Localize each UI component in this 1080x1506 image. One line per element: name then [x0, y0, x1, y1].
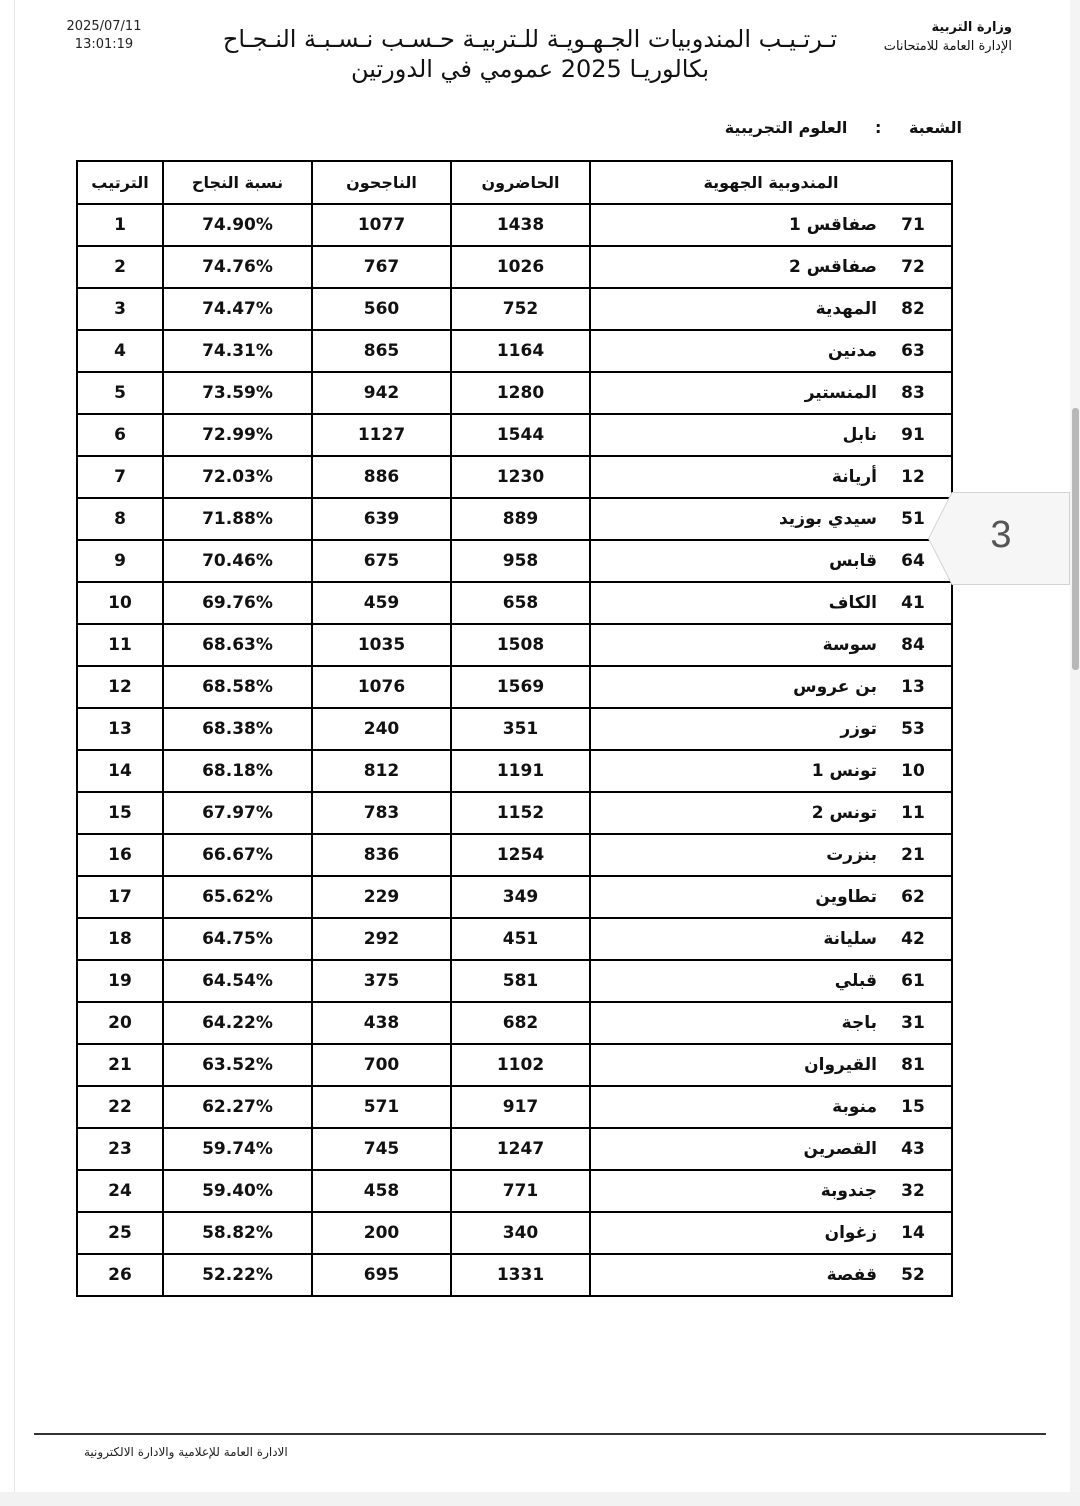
- rate-cell: 68.63%: [163, 624, 312, 666]
- passed-cell: 438: [312, 1002, 451, 1044]
- region-cell: [590, 1254, 952, 1296]
- rank-cell: 26: [77, 1254, 163, 1296]
- rate-cell: 74.31%: [163, 330, 312, 372]
- rank-cell: 9: [77, 540, 163, 582]
- region-code: 81: [901, 1055, 925, 1075]
- rank-cell: 2: [77, 246, 163, 288]
- region-cell: [590, 1086, 952, 1128]
- table-row: [77, 330, 952, 372]
- passed-cell: 745: [312, 1128, 451, 1170]
- region-cell: [590, 204, 952, 246]
- passed-cell: 571: [312, 1086, 451, 1128]
- region-cell: [590, 498, 952, 540]
- region-name: منوبة: [832, 1097, 877, 1117]
- passed-cell: 783: [312, 792, 451, 834]
- present-cell: 1280: [451, 372, 590, 414]
- rank-cell: 11: [77, 624, 163, 666]
- present-cell: 771: [451, 1170, 590, 1212]
- present-cell: 351: [451, 708, 590, 750]
- present-cell: 1152: [451, 792, 590, 834]
- region-code: 43: [901, 1139, 925, 1159]
- present-cell: 1569: [451, 666, 590, 708]
- region-name: القصرين: [803, 1139, 877, 1159]
- region-name: تطاوين: [815, 887, 877, 907]
- region-name: مدنين: [828, 341, 877, 361]
- rate-cell: 73.59%: [163, 372, 312, 414]
- rate-cell: 68.18%: [163, 750, 312, 792]
- present-cell: 1230: [451, 456, 590, 498]
- passed-cell: 942: [312, 372, 451, 414]
- region-name: بنزرت: [826, 845, 877, 865]
- ranking-table: [76, 160, 953, 1297]
- rank-cell: 13: [77, 708, 163, 750]
- rank-cell: 1: [77, 204, 163, 246]
- department-name: الإدارة العامة للامتحانات: [883, 39, 1012, 54]
- region-code: 14: [901, 1223, 925, 1243]
- region-code: 83: [901, 383, 925, 403]
- region-name: صفاقس 2: [789, 257, 877, 277]
- column-header-rank: الترتيب: [77, 161, 163, 204]
- rank-cell: 12: [77, 666, 163, 708]
- present-cell: 1544: [451, 414, 590, 456]
- region-name: قبلي: [834, 971, 877, 991]
- rate-cell: 65.62%: [163, 876, 312, 918]
- column-header-rate: نسبة النجاح: [163, 161, 312, 204]
- table-row: [77, 750, 952, 792]
- rate-cell: 72.99%: [163, 414, 312, 456]
- table-row: [77, 960, 952, 1002]
- rank-cell: 6: [77, 414, 163, 456]
- table-row: [77, 918, 952, 960]
- table-row: [77, 456, 952, 498]
- table-row: [77, 540, 952, 582]
- present-cell: 1191: [451, 750, 590, 792]
- column-header-present: الحاضرون: [451, 161, 590, 204]
- region-cell: [590, 456, 952, 498]
- region-cell: [590, 1128, 952, 1170]
- region-code: 63: [901, 341, 925, 361]
- rate-cell: 70.46%: [163, 540, 312, 582]
- region-cell: [590, 1212, 952, 1254]
- print-timestamp: [40, 18, 168, 54]
- print-time: 13:01:19: [74, 37, 134, 52]
- region-cell: [590, 1170, 952, 1212]
- passed-cell: 700: [312, 1044, 451, 1086]
- region-code: 51: [901, 509, 925, 529]
- region-cell: [590, 1044, 952, 1086]
- page-indicator[interactable]: [928, 492, 1070, 585]
- present-cell: 349: [451, 876, 590, 918]
- region-code: 11: [901, 803, 925, 823]
- region-cell: [590, 582, 952, 624]
- table-row: [77, 246, 952, 288]
- region-code: 31: [901, 1013, 925, 1033]
- table-row: [77, 1254, 952, 1296]
- region-cell: [590, 246, 952, 288]
- region-name: الكاف: [828, 593, 877, 613]
- ministry-name: وزارة التربية: [931, 20, 1012, 35]
- table-row: [77, 834, 952, 876]
- passed-cell: 459: [312, 582, 451, 624]
- rate-cell: 74.76%: [163, 246, 312, 288]
- region-cell: [590, 330, 952, 372]
- region-cell: [590, 288, 952, 330]
- title-line-2: بكالوريـا 2025 عمومي في الدورتين: [350, 55, 710, 83]
- rank-cell: 18: [77, 918, 163, 960]
- region-name: باجة: [841, 1013, 877, 1033]
- region-cell: [590, 834, 952, 876]
- region-cell: [590, 414, 952, 456]
- region-code: 41: [901, 593, 925, 613]
- passed-cell: 1076: [312, 666, 451, 708]
- present-cell: 1254: [451, 834, 590, 876]
- rank-cell: 20: [77, 1002, 163, 1044]
- table-row: [77, 498, 952, 540]
- column-header-region: المندوبية الجهوية: [590, 161, 952, 204]
- region-name: صفاقس 1: [789, 215, 877, 235]
- table-row: [77, 876, 952, 918]
- rank-cell: 23: [77, 1128, 163, 1170]
- rank-cell: 8: [77, 498, 163, 540]
- region-code: 84: [901, 635, 925, 655]
- table-row: [77, 1044, 952, 1086]
- region-name: زغوان: [824, 1223, 877, 1243]
- region-name: المنستير: [804, 383, 877, 403]
- rate-cell: 58.82%: [163, 1212, 312, 1254]
- region-code: 72: [901, 257, 925, 277]
- region-cell: [590, 540, 952, 582]
- present-cell: 752: [451, 288, 590, 330]
- passed-cell: 560: [312, 288, 451, 330]
- passed-cell: 639: [312, 498, 451, 540]
- title-line-1: تـرتـيـب المندوبيات الجـهـويـة للـتربيـة حـسـب نـسـبـة النـجـاح: [222, 25, 838, 53]
- region-code: 82: [901, 299, 925, 319]
- present-cell: 581: [451, 960, 590, 1002]
- passed-cell: 695: [312, 1254, 451, 1296]
- region-cell: [590, 792, 952, 834]
- rate-cell: 71.88%: [163, 498, 312, 540]
- region-cell: [590, 666, 952, 708]
- table-row: [77, 1086, 952, 1128]
- table-body: [77, 204, 952, 1296]
- rank-cell: 25: [77, 1212, 163, 1254]
- rate-cell: 63.52%: [163, 1044, 312, 1086]
- present-cell: 1164: [451, 330, 590, 372]
- rate-cell: 64.75%: [163, 918, 312, 960]
- present-cell: 451: [451, 918, 590, 960]
- region-cell: [590, 876, 952, 918]
- passed-cell: 812: [312, 750, 451, 792]
- region-cell: [590, 372, 952, 414]
- passed-cell: 229: [312, 876, 451, 918]
- rate-cell: 72.03%: [163, 456, 312, 498]
- region-code: 32: [901, 1181, 925, 1201]
- region-code: 53: [901, 719, 925, 739]
- rank-cell: 22: [77, 1086, 163, 1128]
- branch-label: الشعبة: [908, 118, 962, 137]
- document-title: [180, 24, 880, 84]
- present-cell: 917: [451, 1086, 590, 1128]
- rank-cell: 5: [77, 372, 163, 414]
- region-cell: [590, 1002, 952, 1044]
- present-cell: 340: [451, 1212, 590, 1254]
- passed-cell: 292: [312, 918, 451, 960]
- rate-cell: 68.38%: [163, 708, 312, 750]
- branch-line: [725, 118, 962, 137]
- column-header-passed: الناجحون: [312, 161, 451, 204]
- passed-cell: 240: [312, 708, 451, 750]
- region-cell: [590, 708, 952, 750]
- print-date: 2025/07/11: [66, 19, 142, 34]
- region-code: 10: [901, 761, 925, 781]
- footer-text: الادارة العامة للإعلامية والادارة الالكترونية: [84, 1445, 288, 1459]
- region-name: قفصة: [826, 1265, 877, 1285]
- rate-cell: 66.67%: [163, 834, 312, 876]
- passed-cell: 767: [312, 246, 451, 288]
- passed-cell: 1035: [312, 624, 451, 666]
- region-name: المهدية: [815, 299, 877, 319]
- region-name: قابس: [829, 551, 877, 571]
- region-name: سوسة: [822, 635, 877, 655]
- region-code: 62: [901, 887, 925, 907]
- present-cell: 1331: [451, 1254, 590, 1296]
- table-row: [77, 1212, 952, 1254]
- present-cell: 682: [451, 1002, 590, 1044]
- rank-cell: 16: [77, 834, 163, 876]
- page-edge: [14, 0, 15, 1506]
- scrollbar-thumb[interactable]: [1072, 408, 1079, 670]
- rate-cell: 67.97%: [163, 792, 312, 834]
- region-name: القيروان: [804, 1055, 877, 1075]
- present-cell: 1026: [451, 246, 590, 288]
- region-code: 15: [901, 1097, 925, 1117]
- rate-cell: 68.58%: [163, 666, 312, 708]
- rate-cell: 59.74%: [163, 1128, 312, 1170]
- region-name: سيدي بوزيد: [778, 509, 877, 529]
- region-cell: [590, 918, 952, 960]
- issuing-authority: [884, 18, 1012, 56]
- region-cell: [590, 750, 952, 792]
- rank-cell: 7: [77, 456, 163, 498]
- rank-cell: 3: [77, 288, 163, 330]
- region-name: جندوبة: [820, 1181, 877, 1201]
- table-row: [77, 1002, 952, 1044]
- branch-separator: :: [874, 118, 882, 137]
- table-row: [77, 204, 952, 246]
- present-cell: 889: [451, 498, 590, 540]
- table-header-row: [77, 161, 952, 204]
- rate-cell: 62.27%: [163, 1086, 312, 1128]
- region-name: سليانة: [823, 929, 877, 949]
- table-row: [77, 666, 952, 708]
- table-row: [77, 708, 952, 750]
- present-cell: 958: [451, 540, 590, 582]
- passed-cell: 836: [312, 834, 451, 876]
- footer-divider: [34, 1433, 1046, 1435]
- present-cell: 1247: [451, 1128, 590, 1170]
- region-name: توزر: [840, 719, 877, 739]
- region-code: 61: [901, 971, 925, 991]
- rank-cell: 19: [77, 960, 163, 1002]
- table-row: [77, 288, 952, 330]
- rate-cell: 52.22%: [163, 1254, 312, 1296]
- table-row: [77, 372, 952, 414]
- rank-cell: 24: [77, 1170, 163, 1212]
- region-code: 52: [901, 1265, 925, 1285]
- branch-value: العلوم التجريبية: [724, 118, 848, 137]
- region-name: تونس 2: [811, 803, 877, 823]
- rate-cell: 59.40%: [163, 1170, 312, 1212]
- table-row: [77, 582, 952, 624]
- passed-cell: 865: [312, 330, 451, 372]
- rank-cell: 21: [77, 1044, 163, 1086]
- rank-cell: 14: [77, 750, 163, 792]
- region-name: نابل: [842, 425, 877, 445]
- rate-cell: 64.22%: [163, 1002, 312, 1044]
- passed-cell: 200: [312, 1212, 451, 1254]
- table-row: [77, 1170, 952, 1212]
- passed-cell: 675: [312, 540, 451, 582]
- region-cell: [590, 624, 952, 666]
- region-code: 91: [901, 425, 925, 445]
- bottom-edge: [0, 1492, 1080, 1506]
- passed-cell: 458: [312, 1170, 451, 1212]
- scrollbar-track[interactable]: [1070, 0, 1080, 1506]
- present-cell: 1438: [451, 204, 590, 246]
- rate-cell: 64.54%: [163, 960, 312, 1002]
- rank-cell: 17: [77, 876, 163, 918]
- rank-cell: 4: [77, 330, 163, 372]
- region-code: 42: [901, 929, 925, 949]
- region-name: بن عروس: [793, 677, 877, 697]
- passed-cell: 375: [312, 960, 451, 1002]
- passed-cell: 886: [312, 456, 451, 498]
- table-row: [77, 624, 952, 666]
- table-row: [77, 414, 952, 456]
- region-code: 12: [901, 467, 925, 487]
- region-code: 21: [901, 845, 925, 865]
- passed-cell: 1077: [312, 204, 451, 246]
- rank-cell: 10: [77, 582, 163, 624]
- rate-cell: 69.76%: [163, 582, 312, 624]
- page-number: 3: [990, 514, 1012, 556]
- region-code: 64: [901, 551, 925, 571]
- region-cell: [590, 960, 952, 1002]
- region-code: 13: [901, 677, 925, 697]
- table-row: [77, 792, 952, 834]
- rate-cell: 74.90%: [163, 204, 312, 246]
- rank-cell: 15: [77, 792, 163, 834]
- present-cell: 658: [451, 582, 590, 624]
- passed-cell: 1127: [312, 414, 451, 456]
- rate-cell: 74.47%: [163, 288, 312, 330]
- table-row: [77, 1128, 952, 1170]
- region-code: 71: [901, 215, 925, 235]
- region-name: تونس 1: [811, 761, 877, 781]
- region-name: أريانة: [831, 467, 877, 487]
- present-cell: 1508: [451, 624, 590, 666]
- present-cell: 1102: [451, 1044, 590, 1086]
